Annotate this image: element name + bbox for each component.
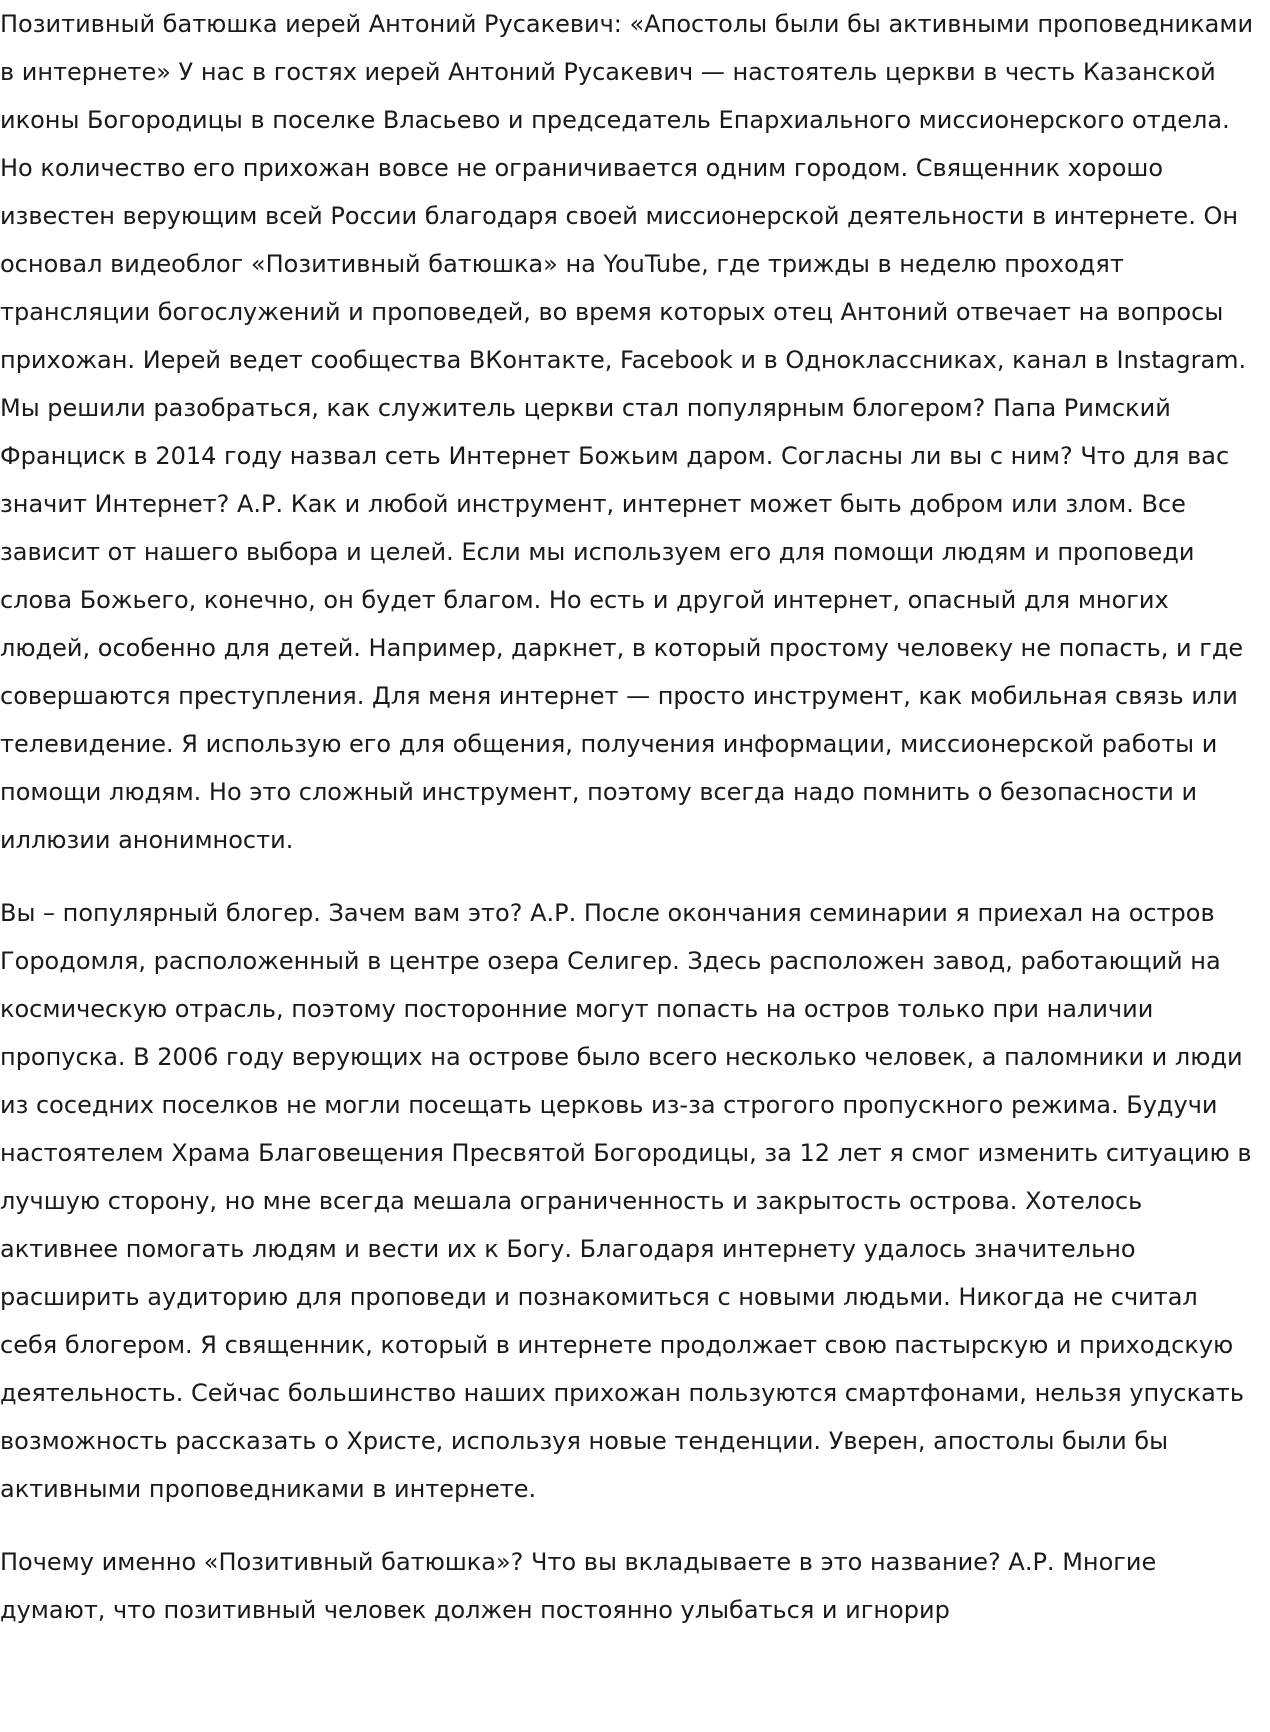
article-paragraph-3: Почему именно «Позитивный батюшка»? Что вы вкладываете в это название? А.Р. Многие думают, что позитивный человек должен постоянно улыбаться и игнорир [0, 1548, 1157, 1624]
article-paragraph-1: Позитивный батюшка иерей Антоний Русакевич: «Апостолы были бы активными проповедниками в интернете» У нас в гостях иерей Антоний Русакевич — настоятель церкви в честь Казанской иконы Богородицы в поселке Власьево и председатель Епархиального миссионерского отдела. Но количество его прихожан вовсе не ограничивается одним городом. Священник хорошо известен верующим всей России благодаря своей миссионерской деятельности в интернете. Он основал видеоблог «Позитивный батюшка» на YouTube, где трижды в неделю проходят трансляции богослужений и проповедей, во время которых отец Антоний отвечает на вопросы прихожан. Иерей ведет сообщества ВКонтакте, Facebook и в Одноклассниках, канал в Instagram. Мы решили разобраться, как служитель церкви стал популярным блогером? Папа Римский Франциск в 2014 году назвал сеть Интернет Божьим даром. Согласны ли вы с ним? Что для вас значит Интернет? А.Р. Как и любой инструмент, интернет может быть добром или злом. Все зависит от нашего выбора и целей. Если мы используем его для помощи людям и проповеди слова Божьего, конечно, он будет благом. Но есть и другой интернет, опасный для многих людей, особенно для детей. Например, даркнет, в который простому человеку не попасть, и где совершаются преступления. Для меня интернет — просто инструмент, как мобильная связь или телевидение. Я использую его для общения, получения информации, миссионерской работы и помощи людям. Но это сложный инструмент, поэтому всегда надо помнить о безопасности и иллюзии анонимности. [0, 10, 1254, 854]
article-paragraph-2: Вы – популярный блогер. Зачем вам это? А.Р. После окончания семинарии я приехал на остров Городомля, расположенный в центре озера Селигер. Здесь расположен завод, работающий на космическую отрасль, поэтому посторонние могут попасть на остров только при наличии пропуска. В 2006 году верующих на острове было всего несколько человек, а паломники и люди из соседних поселков не могли посещать церковь из-за строгого пропускного режима. Будучи настоятелем Храма Благовещения Пресвятой Богородицы, за 12 лет я смог изменить ситуацию в лучшую сторону, но мне всегда мешала ограниченность и закрытость острова. Хотелось активнее помогать людям и вести их к Богу. Благодаря интернету удалось значительно расширить аудиторию для проповеди и познакомиться с новыми людьми. Никогда не считал себя блогером. Я священник, который в интернете продолжает свою пастырскую и приходскую деятельность. Сейчас большинство наших прихожан пользуются смартфонами, нельзя упускать возможность рассказать о Христе, используя новые тенденции. Уверен, апостолы были бы активными проповедниками в интернете. [0, 899, 1252, 1503]
